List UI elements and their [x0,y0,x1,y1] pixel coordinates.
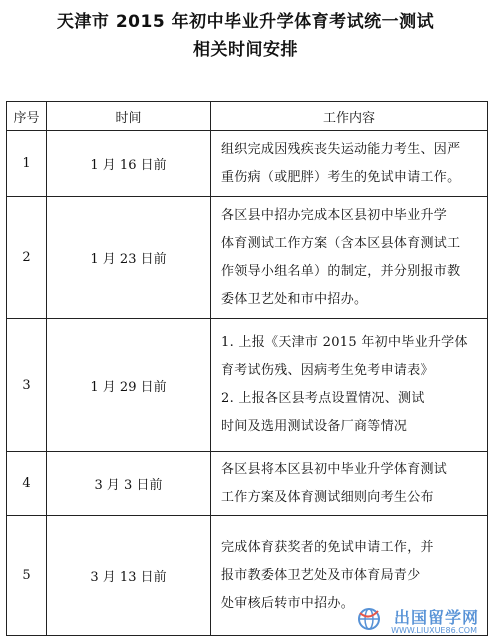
work-line: 委体卫艺处和市中招办。 [221,291,368,307]
row-time: 3 月 13 日前 [47,516,211,636]
table-row [7,452,488,516]
row-no: 5 [7,516,47,636]
table-row [7,319,488,452]
row-work [211,452,488,516]
work-line: 报市教委体卫艺处及市体育局青少 [221,567,421,583]
schedule-table [6,101,488,636]
header-no: 序号 [7,102,47,131]
row-no: 1 [7,131,47,197]
row-no: 2 [7,197,47,319]
work-line: 组织完成因残疾丧失运动能力考生、因严 [221,141,461,157]
work-line: 体育测试工作方案（含本区县体育测试工 [221,235,461,251]
work-line: 时间及选用测试设备厂商等情况 [221,419,408,434]
header-work: 工作内容 [211,102,488,131]
row-time: 3 月 3 日前 [47,452,211,516]
work-line: 1. 上报《天津市 2015 年初中毕业升学体 [221,335,468,350]
work-line: 完成体育获奖者的免试申请工作，并 [221,539,434,555]
site-watermark [357,605,487,635]
row-work [211,197,488,319]
row-work [211,319,488,452]
row-time: 1 月 23 日前 [47,197,211,319]
table-row [7,131,488,197]
work-line: 重伤病（或肥胖）考生的免试申请工作。 [221,169,461,185]
watermark-url: WWW.LIUXUE86.COM [391,626,477,635]
row-time: 1 月 29 日前 [47,319,211,452]
work-line: 各区县将本区县初中毕业升学体育测试 [221,461,448,477]
header-time: 时间 [47,102,211,131]
table-header-row [7,102,488,131]
table-row [7,197,488,319]
row-time: 1 月 16 日前 [47,131,211,197]
work-line: 2. 上报各区县考点设置情况、测试 [221,391,425,406]
document-title: 天津市 2015 年初中毕业升学体育考试统一测试 [56,12,435,32]
globe-logo-icon [357,607,381,631]
watermark-text: 出国留学网 [393,608,479,627]
work-line: 作领导小组名单）的制定，并分别报市教 [221,263,461,279]
work-line: 育考试伤残、因病考生免考申请表》 [221,363,434,378]
row-no: 4 [7,452,47,516]
row-no: 3 [7,319,47,452]
document-subtitle: 相关时间安排 [193,40,298,60]
work-line: 各区县中招办完成本区县初中毕业升学 [221,207,448,223]
work-line: 处审核后转市中招办。 [221,595,355,611]
row-work [211,131,488,197]
work-line: 工作方案及体育测试细则向考生公布 [221,489,434,505]
